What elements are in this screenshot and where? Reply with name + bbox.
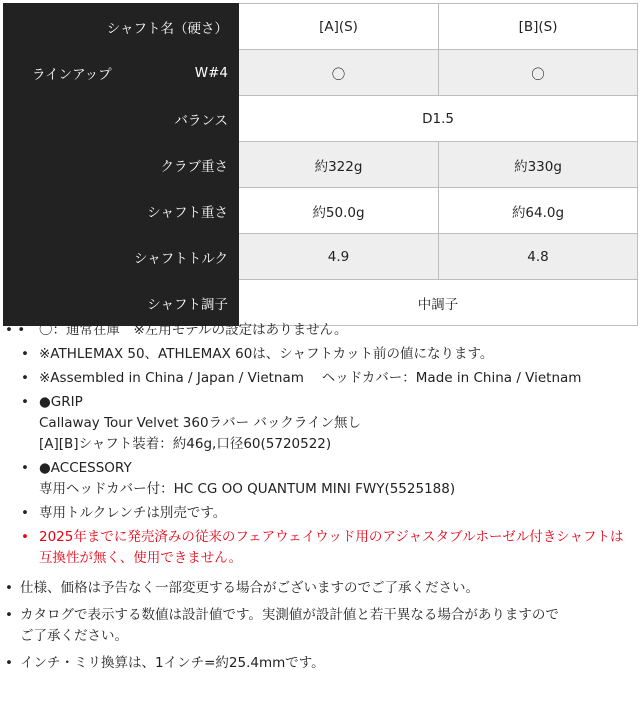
note-assembled: • ※Assembled in China / Japan / Vietnam ヘッドカバー：Made in China / Vietnam (0, 368, 640, 389)
torque-a: 4.9 (239, 234, 439, 280)
club-weight-a: 約322g (239, 142, 439, 188)
grip-line-2: [A][B]シャフト装着：約46g,口径60(5720522) (39, 436, 332, 452)
shaft-weight-a: 約50.0g (239, 188, 439, 234)
product-notes-list (0, 320, 640, 569)
note-grip (0, 392, 640, 455)
spec-row-kick (4, 280, 638, 326)
footer-note-2-line-1: • カタログで表示する数値は設計値です。実測値が設計値と若干異なる場合がありますので (20, 607, 559, 623)
shaft-name-label: シャフト名（硬さ） (4, 4, 239, 50)
torque-label: シャフトトルク (4, 234, 239, 280)
lineup-label: ラインアップ (4, 50, 122, 96)
footer-note-2 (0, 605, 640, 647)
note-warning (0, 527, 640, 569)
footer-note-2-line-2: ご了承ください。 (20, 628, 128, 644)
grip-line-1: Callaway Tour Velvet 360ラバー バックライン無し (39, 415, 361, 431)
footer-note-1: • 仕様、価格は予告なく一部変更する場合がございますのでご了承ください。 (0, 578, 640, 599)
note-accessory (0, 458, 640, 500)
warning-line-2: 互換性が無く、使用できません。 (39, 550, 243, 566)
note-wrench: • 専用トルクレンチは別売です。 (0, 503, 640, 524)
spec-row-shaft-weight (4, 188, 638, 234)
accessory-line-1: 専用ヘッドカバー付：HC CG OO QUANTUM MINI FWY(5525188) (39, 481, 456, 497)
shaft-col-b: [B](S) (439, 4, 638, 50)
accessory-title: • ●ACCESSORY (39, 460, 132, 476)
lineup-b: 〇 (439, 50, 638, 96)
note-stock: • • 〇：通常在庫 ※左用モデルの設定はありません。 (0, 320, 640, 341)
torque-b: 4.8 (439, 234, 638, 280)
spec-table (3, 3, 638, 326)
shaft-weight-b: 約64.0g (439, 188, 638, 234)
spec-row-torque (4, 234, 638, 280)
spec-row-club-weight (4, 142, 638, 188)
balance-label: バランス (4, 96, 239, 142)
warning-line-1: • 2025年までに発売済みの従来のフェアウェイウッド用のアジャスタブルホーゼル付きシャフトは (39, 529, 624, 545)
club-weight-label: クラブ重さ (4, 142, 239, 188)
kick-value: 中調子 (239, 280, 638, 326)
lineup-a: 〇 (239, 50, 439, 96)
general-notes-list (0, 578, 640, 674)
spec-row-lineup (4, 50, 638, 96)
grip-title: • ●GRIP (39, 394, 83, 410)
shaft-weight-label: シャフト重さ (4, 188, 239, 234)
shaft-col-a: [A](S) (239, 4, 439, 50)
balance-value: D1.5 (239, 96, 638, 142)
spec-row-balance (4, 96, 638, 142)
footer-note-3: • インチ・ミリ換算は、1インチ=約25.4mmです。 (0, 653, 640, 674)
notes-section (0, 320, 640, 680)
kick-label: シャフト調子 (4, 280, 239, 326)
spec-row-shaft-name (4, 4, 638, 50)
note-athlemax: • ※ATHLEMAX 50、ATHLEMAX 60は、シャフトカット前の値になります。 (0, 344, 640, 365)
club-weight-b: 約330g (439, 142, 638, 188)
model-label: W#4 (122, 50, 239, 96)
